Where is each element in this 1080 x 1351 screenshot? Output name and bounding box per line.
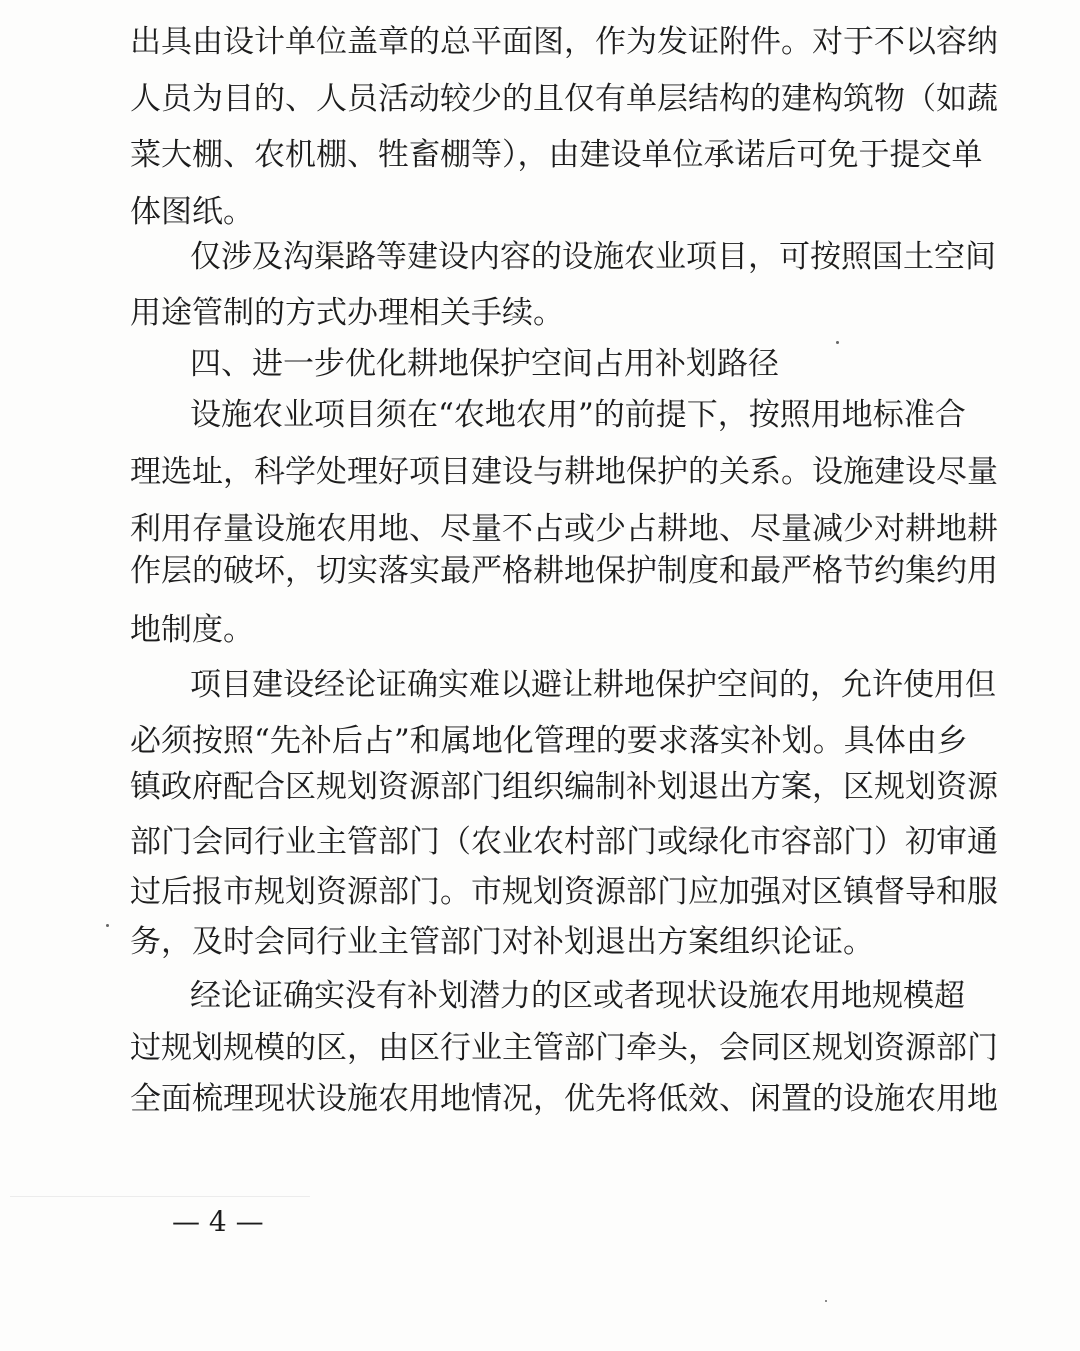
page-number: — 4 — xyxy=(172,1205,264,1238)
body-text-line: 体图纸。 xyxy=(130,194,254,230)
scan-speck xyxy=(825,1300,827,1302)
body-text-line: 全面梳理现状设施农用地情况，优先将低效、闲置的设施农用地 xyxy=(130,1081,998,1117)
body-text-line: 用途管制的方式办理相关手续。 xyxy=(130,295,564,331)
body-text-line: 必须按照“先补后占”和属地化管理的要求落实补划。具体由乡 xyxy=(130,723,968,759)
body-text-line: 地制度。 xyxy=(130,612,254,648)
body-text-line: 部门会同行业主管部门（农业农村部门或绿化市容部门）初审通 xyxy=(130,824,998,860)
scan-edge-line xyxy=(10,1196,310,1197)
body-text-line: 镇政府配合区规划资源部门组织编制补划退出方案，区规划资源 xyxy=(130,769,998,805)
body-text-line: 设施农业项目须在“农地农用”的前提下，按照用地标准合 xyxy=(190,397,966,433)
body-text-line: 理选址，科学处理好项目建设与耕地保护的关系。设施建设尽量 xyxy=(130,454,998,490)
body-text-line: 务，及时会同行业主管部门对补划退出方案组织论证。 xyxy=(130,924,874,960)
body-text-line: 项目建设经论证确实难以避让耕地保护空间的，允许使用但 xyxy=(190,667,996,703)
body-text-line: 菜大棚、农机棚、牲畜棚等），由建设单位承诺后可免于提交单 xyxy=(130,137,983,173)
body-text-line: 过规划规模的区，由区行业主管部门牵头，会同区规划资源部门 xyxy=(130,1030,998,1066)
body-text-line: 作层的破坏，切实落实最严格耕地保护制度和最严格节约集约用 xyxy=(130,553,998,589)
body-text-line: 利用存量设施农用地、尽量不占或少占耕地、尽量减少对耕地耕 xyxy=(130,511,998,547)
body-text-line: 经论证确实没有补划潜力的区或者现状设施农用地规模超 xyxy=(190,978,965,1014)
scan-speck xyxy=(836,341,839,344)
body-text-line: 过后报市规划资源部门。市规划资源部门应加强对区镇督导和服 xyxy=(130,874,998,910)
section-heading: 四、进一步优化耕地保护空间占用补划路径 xyxy=(190,346,779,382)
scan-speck xyxy=(106,924,109,927)
body-text-line: 人员为目的、人员活动较少的且仅有单层结构的建构筑物（如蔬 xyxy=(130,81,998,117)
body-text-line: 出具由设计单位盖章的总平面图，作为发证附件。对于不以容纳 xyxy=(130,24,998,60)
body-text-line: 仅涉及沟渠路等建设内容的设施农业项目，可按照国土空间 xyxy=(190,239,996,275)
